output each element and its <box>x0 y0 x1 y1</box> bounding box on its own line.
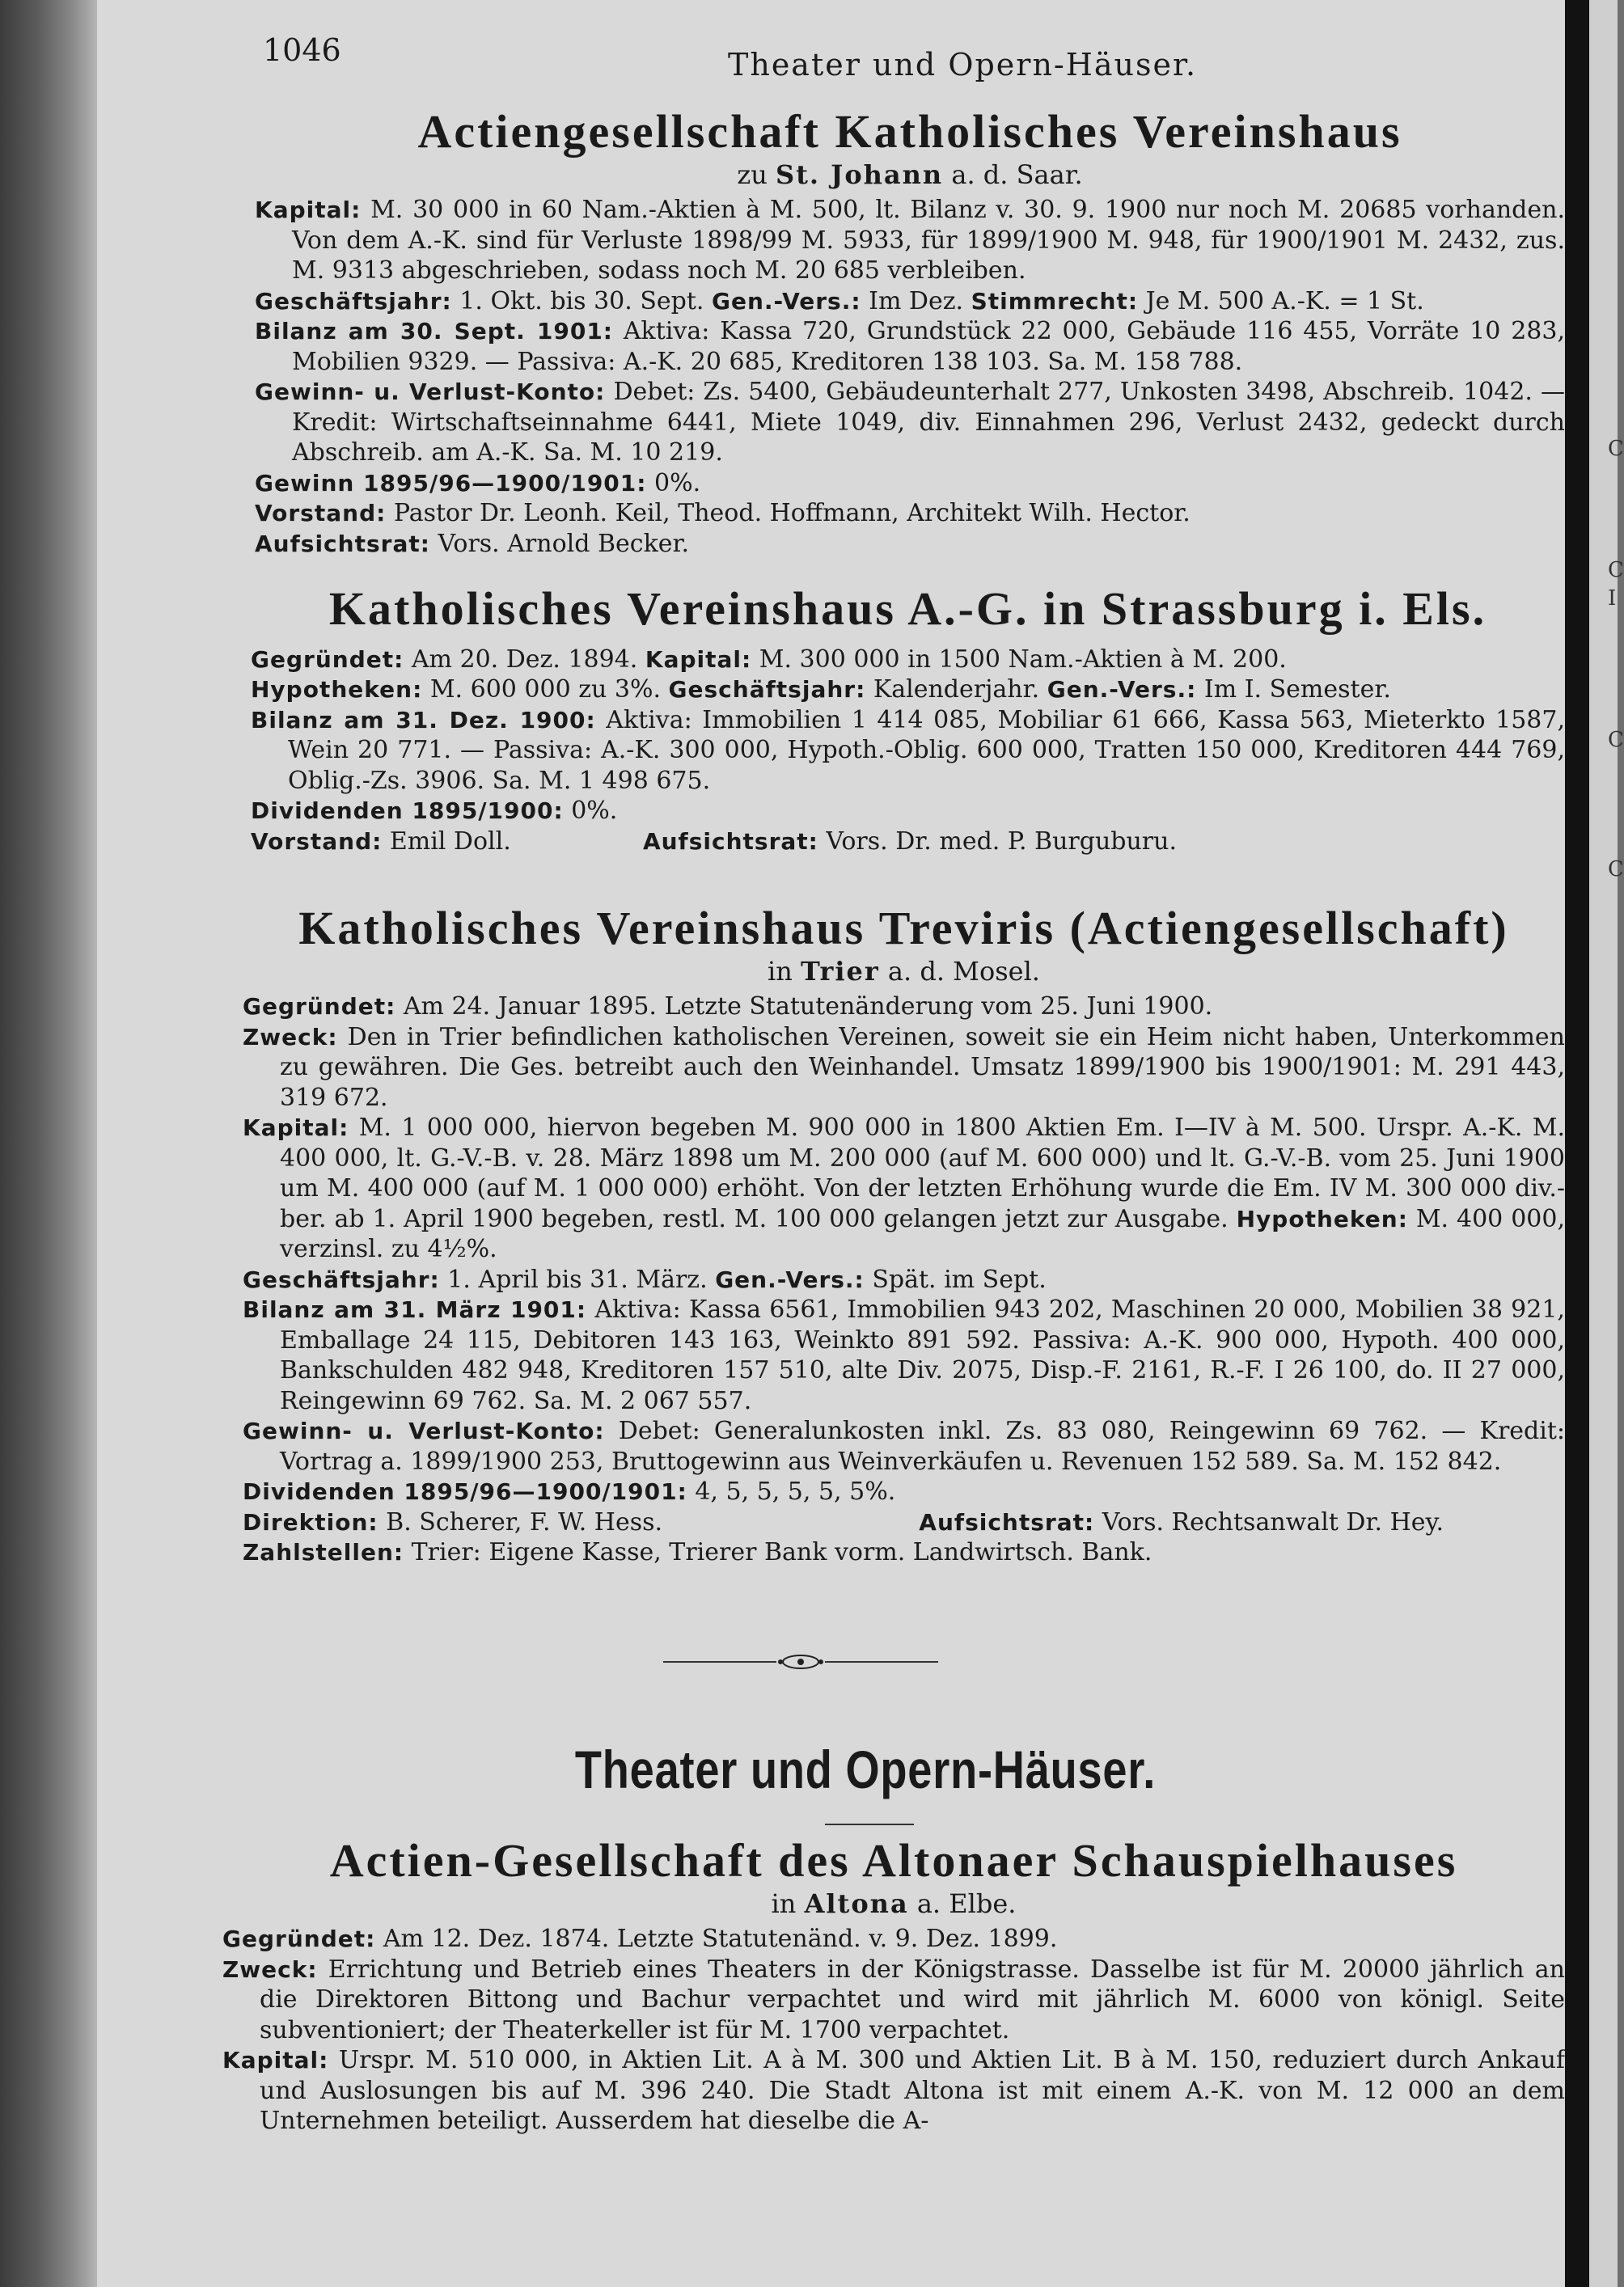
company-title: Actien-Gesellschaft des Altonaer Schauspielhauses <box>329 1834 1458 1887</box>
entry-direktion-aufsichtsrat: Direktion: B. Scherer, F. W. Hess. Aufsichtsrat: Vors. Rechtsanwalt Dr. Hey. <box>243 1507 1444 1537</box>
entry-gegruendet: Gegründet: Am 24. Januar 1895. Letzte Statutenänderung vom 25. Juni 1900. <box>243 992 1213 1021</box>
scan-left-edge <box>0 0 97 2287</box>
entry-kapital: Kapital: M. 30 000 in 60 Nam.-Aktien à M. 500, lt. Bilanz v. 30. 9. 1900 nur noch M. 20685 vorhanden. Von dem A.-K. sind für Verluste 1898/99 M. 5933, für 1899/1900 M. 948, für 1900/1901 M. 2432, zus. M. 9313 abgeschrieben, sodass noch M. 20 685 verbleiben. <box>255 196 1565 285</box>
entry-gegruendet: Gegründet: Am 12. Dez. 1874. Letzte Statutenänd. v. 9. Dez. 1899. <box>222 1925 1058 1954</box>
margin-mark: C <box>1608 437 1624 461</box>
entry-aufsichtsrat: Aufsichtsrat: Vors. Arnold Becker. <box>255 529 690 558</box>
entry-gegruendet: Gegründet: Am 20. Dez. 1894. Kapital: M. 300 000 in 1500 Nam.-Aktien à M. 200. <box>251 645 1287 674</box>
ornament-divider <box>663 1650 938 1674</box>
entry-bilanz: Bilanz am 30. Sept. 1901: Aktiva: Kassa 720, Grundstück 22 000, Gebäude 116 455, Vorräte 10 283, Mobilien 9329. — Passiva: A.-K. 20 685, Kreditoren 138 103. Sa. M. 158 788. <box>255 317 1565 376</box>
entry-dividenden: Dividenden 1895/96—1900/1901: 4, 5, 5, 5, 5, 5%. <box>243 1477 896 1507</box>
margin-mark: I <box>1608 586 1617 611</box>
entry-gewinn-verlust: Gewinn- u. Verlust-Konto: Debet: Zs. 5400, Gebäudeunterhalt 277, Unkosten 3498, Abschreib. 1042. — Kredit: Wirtschaftseinnahme 6441, Miete 1049, div. Einnahmen 296, Verlust 2432, gedeckt durch Abschreib. am A.-K. Sa. M. 10 219. <box>255 378 1566 467</box>
page-number: 1046 <box>263 32 341 68</box>
section-heading: Theater und Opern-Häuser. <box>574 1740 1157 1799</box>
running-header <box>263 32 1557 89</box>
entry-geschaeftsjahr: Geschäftsjahr: 1. April bis 31. März. Gen.-Vers.: Spät. im Sept. <box>243 1265 1047 1294</box>
entry-bilanz: Bilanz am 31. März 1901: Aktiva: Kassa 6561, Immobilien 943 202, Maschinen 20 000, Mobilien 38 921, Emballage 24 115, Debitoren 143 163, Weinkto 891 592. Passiva: A.-K. 900 000, Hypoth. 400 000, Bankschulden 482 948, Kreditoren 157 510, alte Div. 2075, Disp.-F. 2161, R.-F. I 26 100, do. II 27 000, Reingewinn 69 762. Sa. M. 2 067 557. <box>243 1296 1565 1415</box>
margin-mark: C <box>1608 857 1624 881</box>
entry-kapital: Kapital: Urspr. M. 510 000, in Aktien Lit. A à M. 300 und Aktien Lit. B à M. 150, reduziert durch Ankauf und Auslosungen bis auf M. 396 240. Die Stadt Altona ist mit einem A.-K. von M. 12 000 an dem Unternehmen beteiligt. Ausserdem hat dieselbe die A- <box>222 2046 1565 2136</box>
entry-gewinn: Gewinn 1895/96—1900/1901: 0%. <box>255 468 701 497</box>
scan-right-border <box>1565 0 1589 2287</box>
company-location: zu St. Johann a. d. Saar. <box>737 159 1083 190</box>
company-entry-1 <box>255 105 1565 559</box>
entry-geschaeftsjahr: Geschäftsjahr: 1. Okt. bis 30. Sept. Gen.-Vers.: Im Dez. Stimmrecht: Je M. 500 A.-K. = 1 St. <box>255 286 1424 315</box>
entry-zweck: Zweck: Errichtung und Betrieb eines Theaters in der Königstrasse. Dasselbe ist für M. 20000 jährlich an die Direktoren Bittong und Bachur verpachtet und wird mit jährlich M. 6000 von königl. Seite subventioniert; der Theaterkeller ist für M. 1700 verpachtet. <box>222 1955 1565 2044</box>
entry-zweck: Zweck: Den in Trier befindlichen katholischen Vereinen, soweit sie ein Heim nicht haben, Unterkommen zu gewähren. Die Ges. betreibt auch den Weinhandel. Umsatz 1899/1900 bis 1900/1901: M. 291 443, 319 672. <box>243 1022 1565 1112</box>
entry-vorstand-aufsichtsrat: Vorstand: Emil Doll. Aufsichtsrat: Vors. Dr. med. P. Burguburu. <box>251 826 1177 856</box>
entry-bilanz: Bilanz am 31. Dez. 1900: Aktiva: Immobilien 1 414 085, Mobiliar 61 666, Kassa 563, Mieterkto 1587, Wein 20 771. — Passiva: A.-K. 300 000, Hypoth.-Oblig. 600 000, Tratten 150 000, Kreditoren 444 769, Oblig.-Zs. 3906. Sa. M. 1 498 675. <box>251 705 1565 795</box>
entry-dividenden: Dividenden 1895/1900: 0%. <box>251 797 618 826</box>
company-entry-4 <box>222 1834 1565 2137</box>
entry-kapital: Kapital: M. 1 000 000, hiervon begeben M. 900 000 in 1800 Aktien Em. I—IV à M. 500. Urspr. A.-K. M. 400 000, lt. G.-V.-B. v. 28. März 1898 um M. 200 000 (auf M. 600 000) und lt. G.-V.-B. vom 25. Juni 1900 um M. 400 000 (auf M. 1 000 000) erhöht. Von der letzten Erhöhung wurde die Em. IV M. 300 000 div.-ber. ab 1. April 1900 begeben, restl. M. 100 000 gelangen jetzt zur Ausgabe. Hypotheken: M. 400 000, verzinsl. zu 4½%. <box>243 1114 1565 1264</box>
running-title: Theater und Opern-Häuser. <box>728 47 1198 82</box>
entry-vorstand: Vorstand: Pastor Dr. Leonh. Keil, Theod. Hoffmann, Architekt Wilh. Hector. <box>255 499 1191 528</box>
entry-gewinn-verlust: Gewinn- u. Verlust-Konto: Debet: Generalunkosten inkl. Zs. 83 080, Reingewinn 69 762. — Kredit: Vortrag a. 1899/1900 253, Bruttogewinn aus Weinverkäufen u. Revenuen 152 589. Sa. M. 152 842. <box>243 1417 1566 1476</box>
company-title: Katholisches Vereinshaus A.-G. in Strassburg i. Els. <box>328 582 1487 635</box>
company-title: Katholisches Vereinshaus Treviris (Actiengesellschaft) <box>298 902 1509 954</box>
entry-hypotheken: Hypotheken: M. 600 000 zu 3%. Geschäftsjahr: Kalenderjahr. Gen.-Vers.: Im I. Semester. <box>251 675 1391 704</box>
margin-mark: C <box>1608 728 1624 752</box>
company-location: in Altona a. Elbe. <box>771 1888 1017 1919</box>
company-entry-2 <box>251 582 1565 856</box>
next-page-strip <box>1589 0 1618 2287</box>
entry-zahlstellen: Zahlstellen: Trier: Eigene Kasse, Trierer Bank vorm. Landwirtsch. Bank. <box>243 1538 1152 1567</box>
company-title: Actiengesellschaft Katholisches Vereinshaus <box>417 105 1402 158</box>
heading-rule <box>825 1824 914 1825</box>
company-entry-3 <box>243 902 1565 1568</box>
margin-mark: C <box>1608 558 1624 582</box>
company-location: in Trier a. d. Mosel. <box>768 955 1040 987</box>
